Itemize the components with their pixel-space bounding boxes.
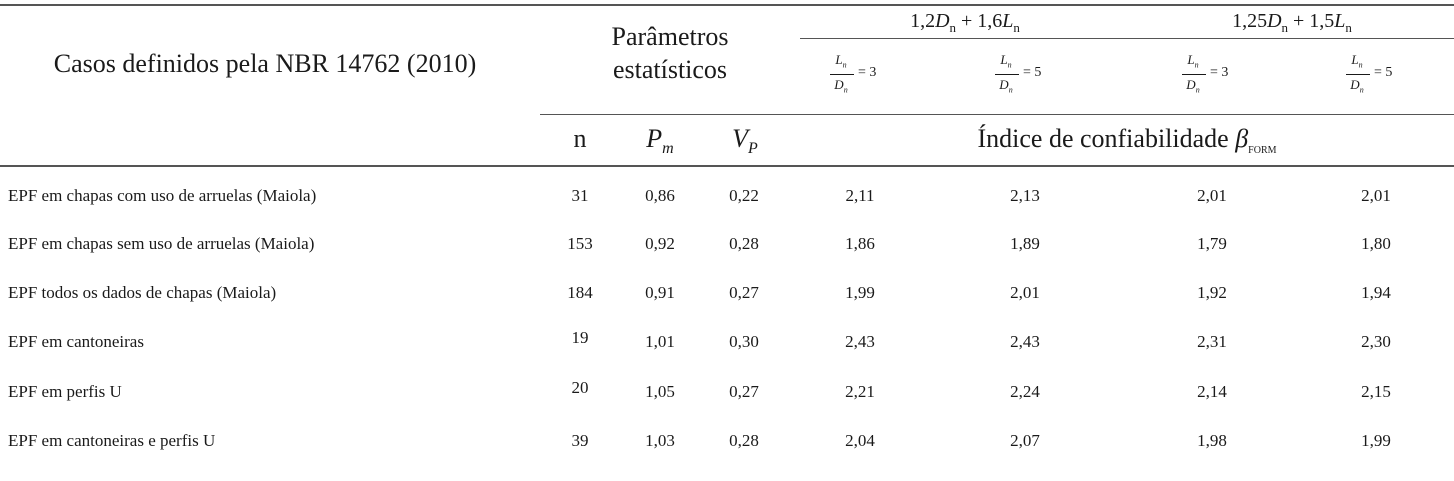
table-row — [0, 431, 1454, 461]
cell-n: 153 — [567, 234, 593, 253]
cell-b1: 2,43 — [845, 332, 875, 351]
cell-vp: 0,27 — [729, 382, 759, 401]
ratio-fraction-2: $L_n$ $D_n$ = 5 — [985, 48, 1065, 108]
case-label: EPF em chapas com uso de arruelas (Maiola) — [8, 186, 317, 205]
cell-n: 31 — [571, 186, 589, 205]
cell-b1: 1,99 — [845, 283, 875, 302]
params-header-text: Parâmetros estatísticos — [611, 22, 729, 84]
cases-header — [0, 48, 530, 79]
cell-b2: 2,43 — [1010, 332, 1040, 351]
cell-vp: 0,28 — [729, 431, 759, 450]
cell-pm: 1,03 — [645, 431, 675, 450]
table-row — [0, 378, 1454, 412]
cell-b3: 1,79 — [1197, 234, 1227, 253]
index-header: Índice de confiabilidade $\beta_{FORM}$ — [977, 124, 1277, 157]
table-row — [0, 186, 1454, 216]
cases-header-text: Casos definidos pela NBR 14762 (2010) — [53, 49, 477, 78]
cell-b1: 2,21 — [845, 382, 875, 401]
table-top-rule — [0, 4, 1454, 6]
cell-b3: 1,98 — [1197, 431, 1227, 450]
case-label: EPF em chapas sem uso de arruelas (Maiola) — [8, 234, 315, 253]
cell-pm: 1,05 — [645, 382, 675, 401]
case-label: EPF em cantoneiras e perfis U — [8, 431, 216, 450]
cell-n: 19 — [571, 328, 589, 347]
cell-b1: 1,86 — [845, 234, 875, 253]
ratio-fraction-1: $L_n$ $D_n$ = 3 — [820, 48, 900, 108]
case-label: EPF em perfis U — [8, 382, 122, 401]
col-pm-header: $P_m$ — [646, 124, 674, 158]
cell-b3: 2,31 — [1197, 332, 1227, 351]
col-n-header: n — [573, 124, 587, 153]
cell-b2: 2,13 — [1010, 186, 1040, 205]
combo-1-header: $1,2D_n + 1,6L_n$ — [910, 10, 1020, 35]
ratio-fraction-4: $L_n$ $D_n$ = 5 — [1336, 48, 1416, 108]
cell-n: 20 — [571, 378, 589, 397]
cell-pm: 0,86 — [645, 186, 675, 205]
combo-rule — [800, 38, 1454, 39]
table-row — [0, 283, 1454, 313]
subheader-rule — [540, 114, 1454, 115]
cell-b3: 2,01 — [1197, 186, 1227, 205]
cell-vp: 0,27 — [729, 283, 759, 302]
combo-2-header: $1,25D_n + 1,5L_n$ — [1232, 10, 1352, 35]
col-vp-header: $V_P$ — [732, 124, 758, 158]
cell-vp: 0,30 — [729, 332, 759, 351]
cell-b3: 1,92 — [1197, 283, 1227, 302]
cell-b4: 2,15 — [1361, 382, 1391, 401]
cell-pm: 0,91 — [645, 283, 675, 302]
cell-pm: 0,92 — [645, 234, 675, 253]
table-row — [0, 234, 1454, 264]
header-bottom-rule — [0, 165, 1454, 167]
cell-b4: 1,80 — [1361, 234, 1391, 253]
cell-vp: 0,28 — [729, 234, 759, 253]
case-label: EPF em cantoneiras — [8, 332, 144, 351]
cell-b4: 1,94 — [1361, 283, 1391, 302]
cell-b4: 1,99 — [1361, 431, 1391, 450]
cell-b1: 2,04 — [845, 431, 875, 450]
cell-b2: 1,89 — [1010, 234, 1040, 253]
cell-b3: 2,14 — [1197, 382, 1227, 401]
case-label: EPF todos os dados de chapas (Maiola) — [8, 283, 277, 302]
cell-n: 184 — [567, 283, 593, 302]
table-row — [0, 328, 1454, 362]
params-header — [560, 20, 780, 86]
cell-b4: 2,01 — [1361, 186, 1391, 205]
ratio-fraction-3: $L_n$ $D_n$ = 3 — [1172, 48, 1252, 108]
cell-pm: 1,01 — [645, 332, 675, 351]
cell-b2: 2,24 — [1010, 382, 1040, 401]
cell-b2: 2,07 — [1010, 431, 1040, 450]
cell-vp: 0,22 — [729, 186, 759, 205]
cell-b2: 2,01 — [1010, 283, 1040, 302]
cell-n: 39 — [571, 431, 589, 450]
cell-b1: 2,11 — [845, 186, 875, 205]
cell-b4: 2,30 — [1361, 332, 1391, 351]
